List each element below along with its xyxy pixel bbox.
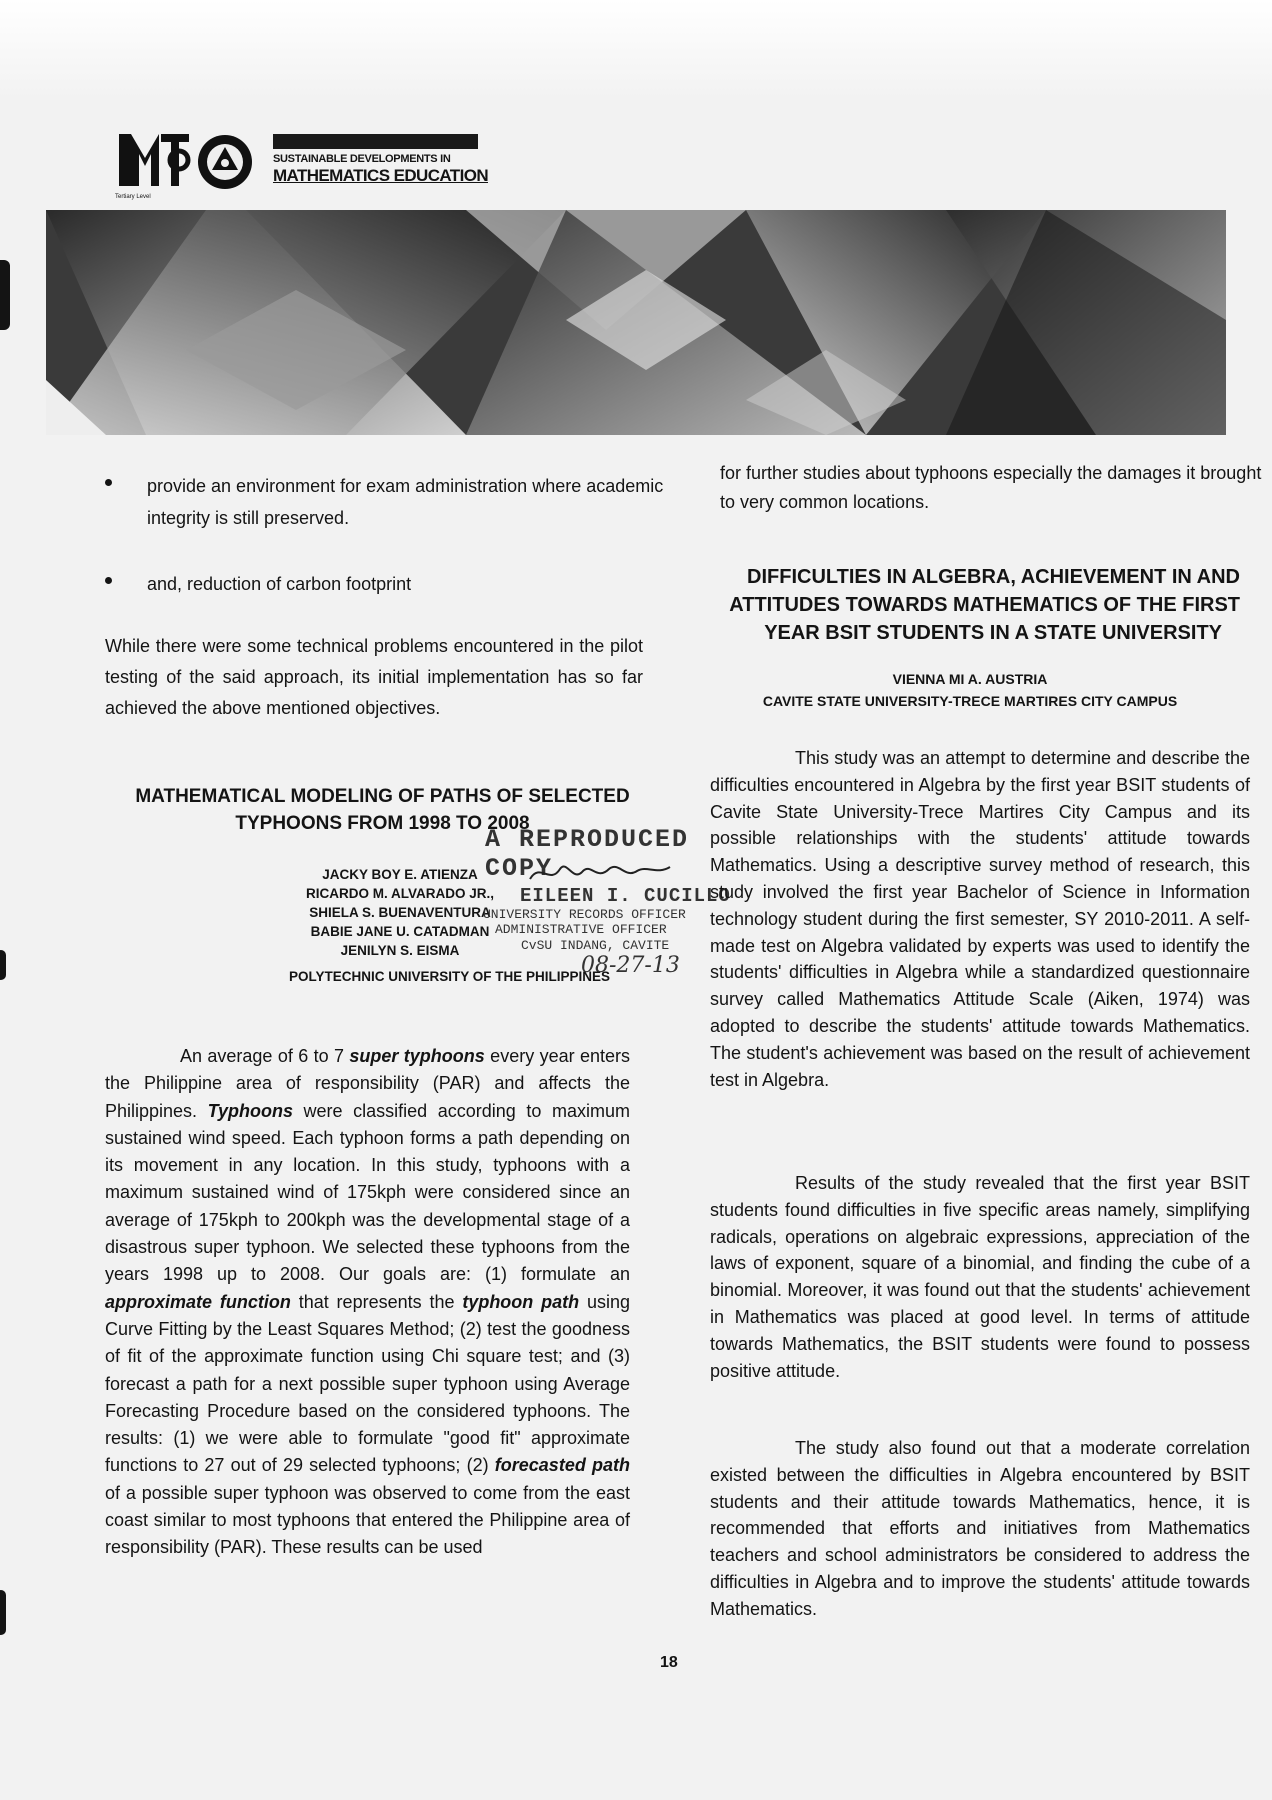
bullet-text: and, reduction of carbon footprint	[147, 574, 412, 594]
mtap-logo-icon	[115, 128, 193, 192]
author-block-right	[700, 668, 1240, 712]
abstract-text: every year enters the Philippine area of responsibility (PAR) and affects the Philippines.	[105, 1046, 630, 1121]
seal-logo-icon	[195, 132, 255, 192]
stamp-campus: CvSU INDANG, CAVITE	[521, 938, 670, 953]
abstract-emphasis: super typhoons	[349, 1046, 485, 1066]
title-line: DIFFICULTIES IN ALGEBRA, ACHIEVEMENT IN AND	[747, 566, 1240, 588]
stamp-office: UNIVERSITY RECORDS OFFICER	[483, 907, 686, 922]
author-name: JACKY BOY E. ATIENZA	[322, 867, 478, 882]
journal-header	[115, 128, 555, 213]
page-number: 18	[660, 1654, 678, 1671]
bullet-text: provide an environment for exam administration where academic integrity is still preserved.	[147, 476, 664, 528]
scan-edge-mark	[0, 950, 6, 980]
article-title-right	[700, 563, 1240, 647]
abstract-right-p3: The study also found out that a moderate correlation existed between the difficulties in Algebra encountered by BSIT students and their attitude towards Mathematics, hence, it is recommended that efforts and initiatives from Mathematics teachers and school administrators be considered to address the difficulties in Algebra and to improve the students' attitude towards Mathematics.	[710, 1438, 1250, 1619]
banner-graphic	[46, 210, 1226, 435]
stamp-name: EILEEN I. CUCILLO	[520, 885, 731, 907]
article-title-left: MATHEMATICAL MODELING OF PATHS OF SELECTED TYPHOONS FROM 1998 TO 2008	[135, 786, 630, 834]
stamp-office: ADMINISTRATIVE OFFICER	[495, 922, 667, 937]
abstract-text: using Curve Fitting by the Least Squares Method; (2) test the goodness of fit of the approximate function using Chi square test; and (3) forecast a path for a next possible super typhoon using Average Forecasting Procedure based on the considered typhoons. The results: (1) we were able to formulate "good fit" approximate functions to 27 out of 29 selected typhoons; (2)	[105, 1291, 631, 1476]
author-name: BABIE JANE U. CATADMAN	[310, 924, 490, 939]
author-name: RICARDO M. ALVARADO JR.,	[306, 886, 494, 901]
abstract-emphasis: approximate function	[105, 1291, 291, 1312]
bullet-dot	[105, 577, 112, 584]
stamp-date: 08-27-13	[581, 953, 680, 978]
reproduction-stamp	[485, 825, 735, 985]
bullet-dot	[105, 479, 112, 486]
affiliation-left: POLYTECHNIC UNIVERSITY OF THE PHILIPPINES	[288, 969, 610, 984]
author-name: VIENNA MI A. AUSTRIA	[892, 671, 1048, 687]
abstract-text: that represents the	[290, 1291, 463, 1312]
title-line: YEAR BSIT STUDENTS IN A STATE UNIVERSITY	[764, 622, 1222, 644]
author-name: SHIELA S. BUENAVENTURA	[309, 905, 491, 920]
scan-edge-mark	[0, 1590, 6, 1635]
abstract-emphasis: Typhoons	[207, 1100, 293, 1121]
abstract-emphasis: forecasted path	[494, 1455, 630, 1476]
author-name: JENILYN S. EISMA	[340, 943, 460, 958]
intro-paragraph: While there were some technical problems encountered in the pilot testing of the said approach, its initial implementation has so far achieved the above mentioned objectives.	[105, 636, 643, 718]
header-title: MATHEMATICS EDUCATION	[273, 166, 488, 185]
header-bar	[273, 134, 478, 149]
page-top-shade	[0, 0, 1272, 100]
header-sub: Tertiary Level	[115, 194, 151, 200]
title-line: ATTITUDES TOWARDS MATHEMATICS OF THE FIRST	[729, 594, 1240, 616]
abstract-left	[105, 1043, 630, 1562]
abstract-text: were classified according to maximum sustained wind speed. Each typhoon forms a path depending on its movement in any location. In this study, typhoons with a maximum sustained wind of 175kph were considered since an average of 175kph to 200kph was the developmental stage of a disastrous super typhoon. We selected these typhoons from the years 1998 up to 2008. Our goals are: (1) formulate an	[105, 1100, 630, 1285]
signature-icon	[525, 857, 675, 887]
stamp-heading: A REPRODUCED COPY	[485, 825, 690, 883]
affiliation-right: CAVITE STATE UNIVERSITY-TRECE MARTIRES CITY CAMPUS	[762, 693, 1178, 709]
abstract-emphasis: typhoon path	[462, 1291, 580, 1312]
header-caption: SUSTAINABLE DEVELOPMENTS IN	[273, 153, 451, 165]
continuation-text: for further studies about typhoons especially the damages it brought to very common locations.	[720, 463, 1262, 512]
abstract-right-p1: This study was an attempt to determine and describe the difficulties encountered in Algebra by the first year BSIT students of Cavite State University-Trece Martires City Campus and its possible relationships with the students' attitude towards Mathematics. Using a descriptive survey method of research, this study involved the first year Bachelor of Science in Information technology student during the first semester, SY 2010-2011. A self-made test on Algebra validated by experts was used to identify the students' difficulties in Algebra while a standardized questionnaire survey called Mathematics Attitude Scale (Aiken, 1974) was adopted to describe the students' attitude towards Mathematics. The student's achievement was based on the result of achievement test in Algebra.	[710, 748, 1250, 1090]
scan-edge-mark	[0, 260, 10, 330]
abstract-text: of a possible super typhoon was observed to come from the east coast similar to most typhoons that entered the Philippine area of responsibility (PAR). These results can be used	[105, 1482, 630, 1558]
abstract-right-p2: Results of the study revealed that the first year BSIT students found difficulties in five specific areas namely, simplifying radicals, operations on algebraic expressions, appreciation of the laws of exponent, square of a binomial, and finding the cube of a binomial. Moreover, it was found out that the students' achievement in Mathematics was placed at good level. In terms of attitude towards Mathematics, the BSIT students were found to possess positive attitude.	[710, 1173, 1250, 1381]
abstract-text: An average of 6 to 7	[180, 1046, 350, 1066]
